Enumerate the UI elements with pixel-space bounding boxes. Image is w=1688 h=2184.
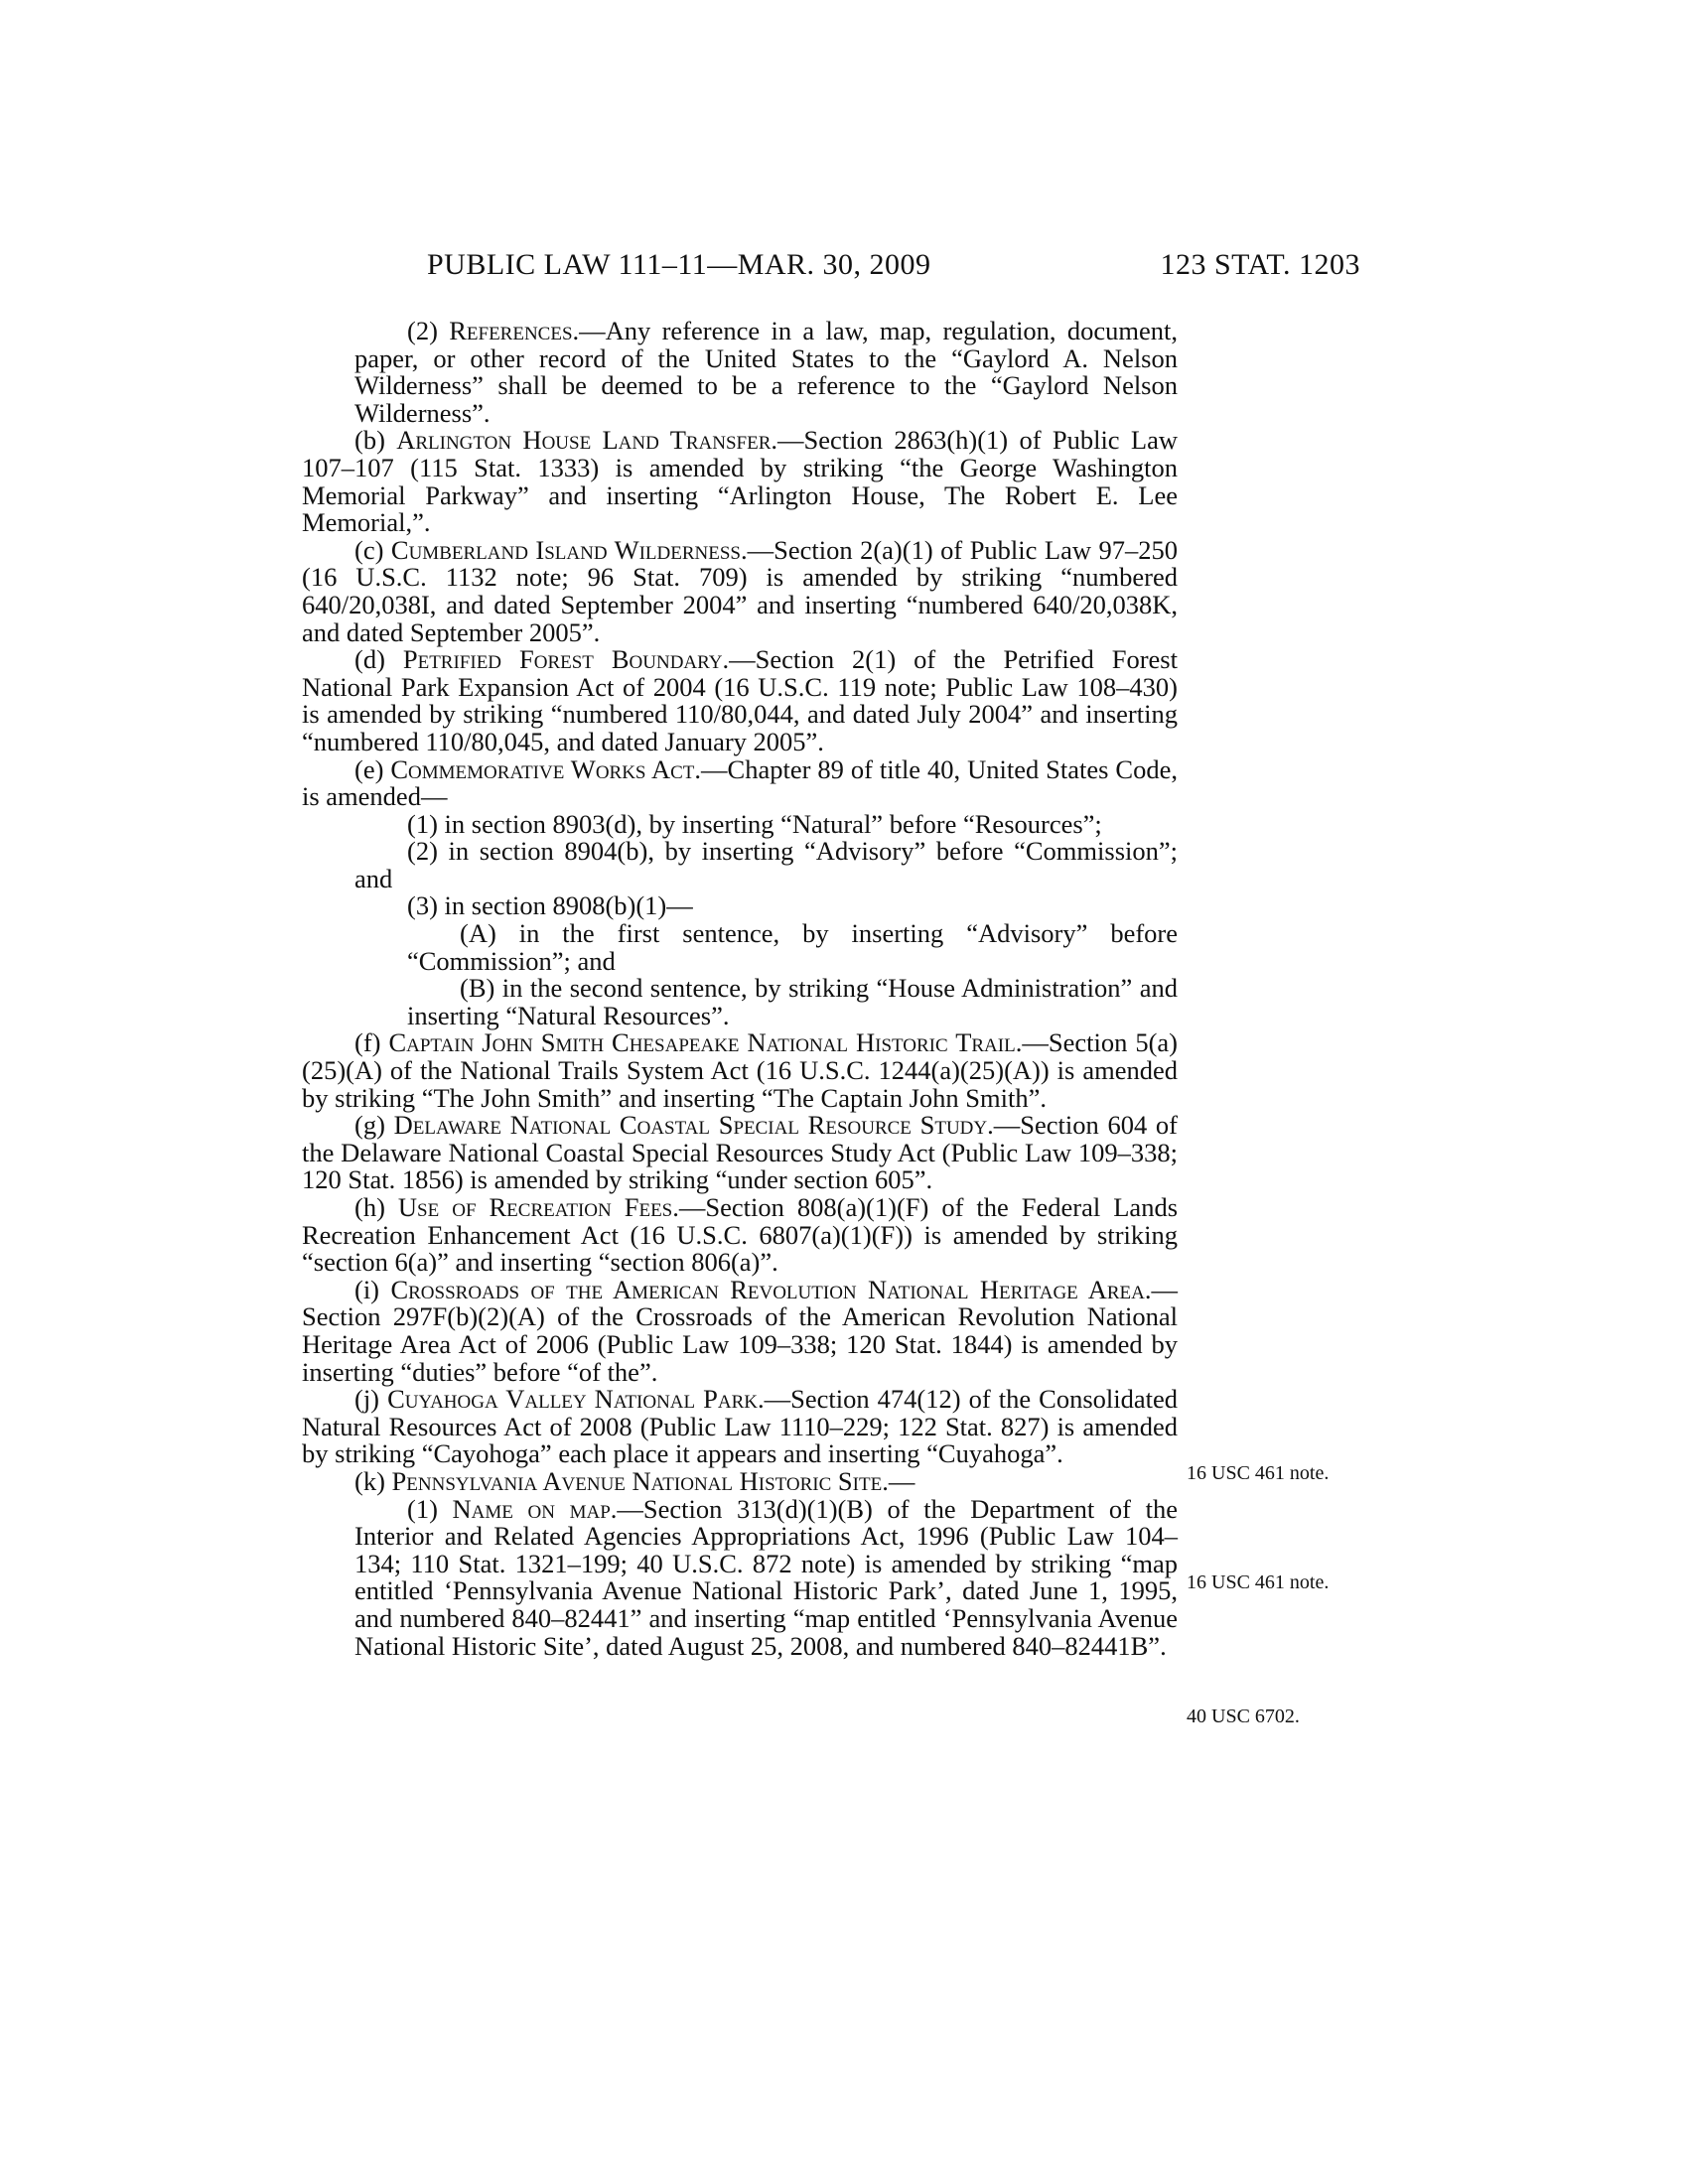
paragraph-c-cumberland: (c) Cumberland Island Wilderness.—Section 2(a)(1) of Public Law 97–250 (16 U.S.C. 1132 note; 96 Stat. 709) is amended by striking “numbered 640/20,038I, and dated September 2004” and inserting “numbered 640/20,038K, and dated September 2005”. bbox=[302, 534, 1178, 647]
paragraph-e-commemorative: (e) Commemorative Works Act.—Chapter 89 of title 40, United States Code, is amended— bbox=[302, 753, 1178, 812]
paragraph-e-item-3: (3) in section 8908(b)(1)— bbox=[407, 890, 693, 921]
paragraph-e-subitem-a: (A) in the first sentence, by inserting “Advisory” before “Commission”; and bbox=[407, 918, 1178, 976]
margin-note-crossroads: 16 USC 461 note. bbox=[1187, 1462, 1330, 1484]
paragraph-b-arlington: (b) Arlington House Land Transfer.—Section 2863(h)(1) of Public Law 107–107 (115 Stat. 1333) is amended by striking “the George Washington Memorial Parkway” and inserting “Arlington House, The Robert E. Lee Memorial,”. bbox=[302, 425, 1178, 538]
running-head-title: PUBLIC LAW 111–11—MAR. 30, 2009 bbox=[427, 248, 931, 281]
margin-note-cuyahoga: 16 USC 461 note. bbox=[1187, 1571, 1330, 1593]
paragraph-j-cuyahoga: (j) Cuyahoga Valley National Park.—Section 474(12) of the Consolidated Natural Resources Act of 2008 (Public Law 1110–229; 122 Stat. 827) is amended by striking “Cayohoga” each place it appears and inserting “Cuyahoga”. bbox=[302, 1384, 1178, 1469]
paragraph-i-crossroads: (i) Crossroads of the American Revolution National Heritage Area.—Section 297F(b)(2)(A) of the Crossroads of the American Revolution National Heritage Area Act of 2006 (Public Law 109–338; 120 Stat. 1844) is amended by inserting “duties” before “of the”. bbox=[302, 1274, 1178, 1387]
paragraph-e-item-2: (2) in section 8904(b), by inserting “Advisory” before “Commission”; and bbox=[354, 836, 1178, 893]
paragraph-d-petrified: (d) Petrified Forest Boundary.—Section 2(1) of the Petrified Forest National Park Expansion Act of 2004 (16 U.S.C. 119 note; Public Law 108–430) is amended by striking “numbered 110/80,044, and dated July 2004” and inserting “numbered 110/80,045, and dated January 2005”. bbox=[302, 644, 1178, 756]
paragraph-h-recreation-fees: (h) Use of Recreation Fees.—Section 808(a)(1)(F) of the Federal Lands Recreation Enhancement Act (16 U.S.C. 6807(a)(1)(F)) is amended by striking “section 6(a)” and inserting “section 806(a)”. bbox=[302, 1192, 1179, 1278]
margin-note-pennsylvania: 40 USC 6702. bbox=[1187, 1706, 1300, 1727]
document-body bbox=[302, 318, 1178, 1660]
page-header bbox=[0, 248, 1688, 288]
paragraph-g-delaware: (g) Delaware National Coastal Special Resource Study.—Section 604 of the Delaware National Coastal Special Resources Study Act (Public Law 109–338; 120 Stat. 1856) is amended by striking “under section 605”. bbox=[302, 1110, 1178, 1195]
paragraph-f-john-smith: (f) Captain John Smith Chesapeake National Historic Trail.—Section 5(a)(25)(A) of the National Trails System Act (16 U.S.C. 1244(a)(25)(A)) is amended by striking “The John Smith” and inserting “The Captain John Smith”. bbox=[302, 1027, 1178, 1113]
paragraph-e-item-1: (1) in section 8903(d), by inserting “Natural” before “Resources”; bbox=[407, 808, 1102, 839]
paragraph-e-subitem-b: (B) in the second sentence, by striking “House Administration” and inserting “Natural Resources”. bbox=[407, 973, 1178, 1030]
paragraph-2-references: (2) References.—Any reference in a law, map, regulation, document, paper, or other record of the United States to the “Gaylord A. Nelson Wilderness” shall be deemed to be a reference to the “Gaylord Nelson Wilderness”. bbox=[354, 316, 1178, 428]
paragraph-k1-name-on-map: (1) Name on map.—Section 313(d)(1)(B) of the Department of the Interior and Related Agencies Appropriations Act, 1996 (Public Law 104–134; 110 Stat. 1321–199; 40 U.S.C. 872 note) is amended by striking “map entitled ‘Pennsylvania Avenue National Historic Park’, dated June 1, 1995, and numbered 840–82441” and inserting “map entitled ‘Pennsylvania Avenue National Historic Site’, dated August 25, 2008, and numbered 840–82441B”. bbox=[354, 1493, 1178, 1661]
paragraph-k-pennsylvania: (k) Pennsylvania Avenue National Historic Site.— bbox=[354, 1465, 915, 1496]
statute-page-number: 123 STAT. 1203 bbox=[1160, 248, 1360, 281]
